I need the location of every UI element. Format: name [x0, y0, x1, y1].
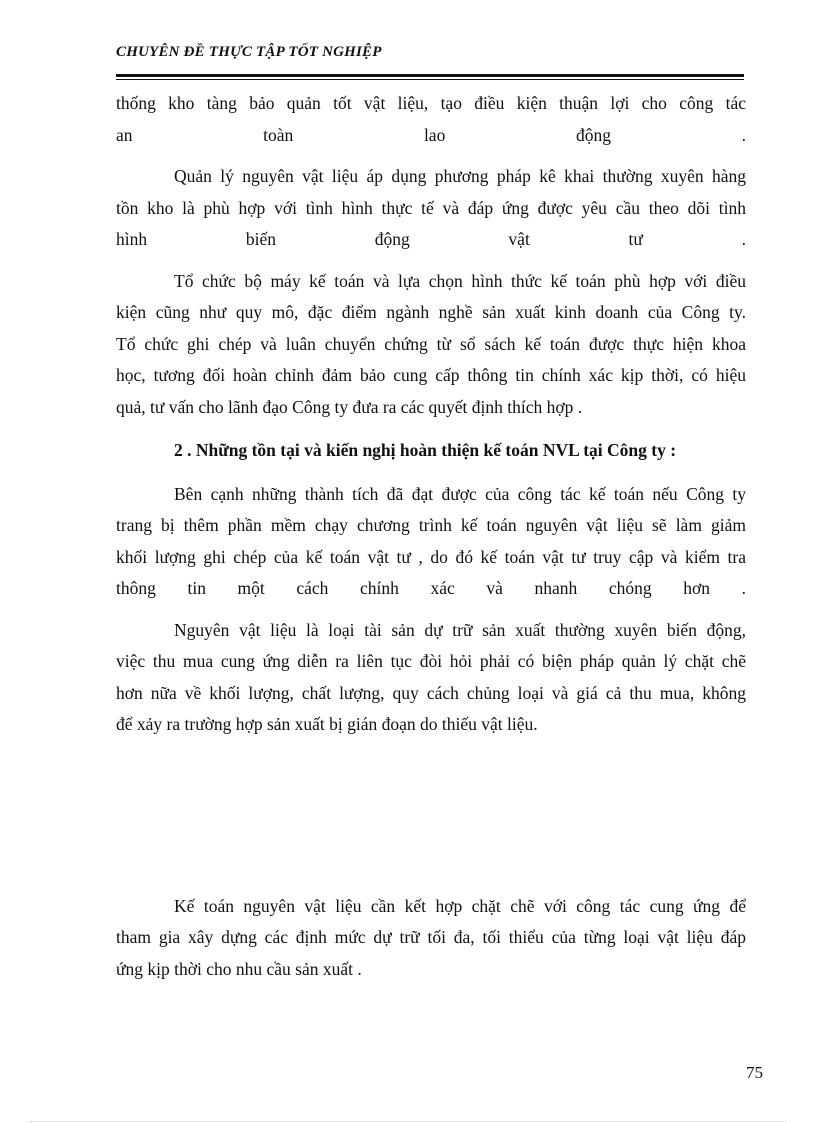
paragraph-line: tồn kho là phù hợp với tình hình thực tế và đáp ứng được yêu cầu theo dõi tình: [116, 197, 746, 218]
paragraph-line: Kế toán nguyên vật liệu cần kết hợp chặt chẽ với công tác cung ứng để: [174, 895, 746, 916]
paragraph-line: Tổ chức ghi chép và luân chuyển chứng từ sổ sách kế toán được thực hiện khoa: [116, 333, 746, 354]
paragraph-line: quả, tư vấn cho lãnh đạo Công ty đưa ra các quyết định thích hợp .: [116, 396, 583, 417]
header-rule-thin: [116, 79, 744, 80]
page-bottom-divider: [30, 1121, 786, 1122]
paragraph-line: thông tin một cách chính xác và nhanh chóng hơn .: [116, 578, 746, 598]
paragraph-line: để xảy ra trường hợp sản xuất bị gián đoạn do thiếu vật liệu.: [116, 714, 538, 734]
paragraph-line: hơn nữa về khối lượng, chất lượng, quy cách chủng loại và giá cả thu mua, không: [116, 682, 746, 703]
section-heading: 2 . Những tồn tại và kiến nghị hoàn thiện kế toán NVL tại Công ty :: [174, 440, 677, 460]
paragraph-line: tham gia xây dựng các định mức dự trữ tối đa, tối thiểu của từng loại vật liệu đáp: [116, 927, 746, 947]
document-header: CHUYÊN ĐỀ THỰC TẬP TỐT NGHIỆP: [116, 44, 382, 60]
paragraph-line: trang bị thêm phần mềm chạy chương trình kế toán nguyên vật liệu sẽ làm giảm: [116, 515, 746, 535]
paragraph-line: an toàn lao động .: [116, 124, 746, 145]
paragraph-line: hình biến động vật tư .: [116, 229, 746, 249]
paragraph-line: học, tương đối hoàn chỉnh đảm bảo cung cấp thông tin chính xác kịp thời, có hiệu: [116, 365, 746, 385]
paragraph-line: khối lượng ghi chép của kế toán vật tư , do đó kế toán vật tư truy cập và kiểm tra: [116, 546, 746, 567]
paragraph-line: Tổ chức bộ máy kế toán và lựa chọn hình thức kế toán phù hợp với điều: [174, 270, 746, 291]
page-body: [116, 88, 746, 985]
page-number: 75: [746, 1063, 763, 1082]
paragraph-line: kiện cũng như quy mô, đặc điểm ngành nghề sản xuất kinh doanh của Công ty.: [116, 302, 746, 322]
paragraph-line: việc thu mua cung ứng diễn ra liên tục đòi hỏi phải có biện pháp quản lý chặt chẽ: [116, 651, 746, 671]
paragraph-line: Bên cạnh những thành tích đã đạt được của công tác kế toán nếu Công ty: [174, 483, 746, 504]
paragraph-line: ứng kịp thời cho nhu cầu sản xuất .: [116, 958, 362, 979]
header-rule-thick: [116, 74, 744, 77]
paragraph-line: thống kho tàng bảo quản tốt vật liệu, tạo điều kiện thuận lợi cho công tác: [116, 93, 746, 113]
paragraph-line: Nguyên vật liệu là loại tài sản dự trữ sản xuất thường xuyên biến động,: [174, 619, 746, 640]
paragraph-line: Quản lý nguyên vật liệu áp dụng phương pháp kê khai thường xuyên hàng: [174, 166, 746, 186]
